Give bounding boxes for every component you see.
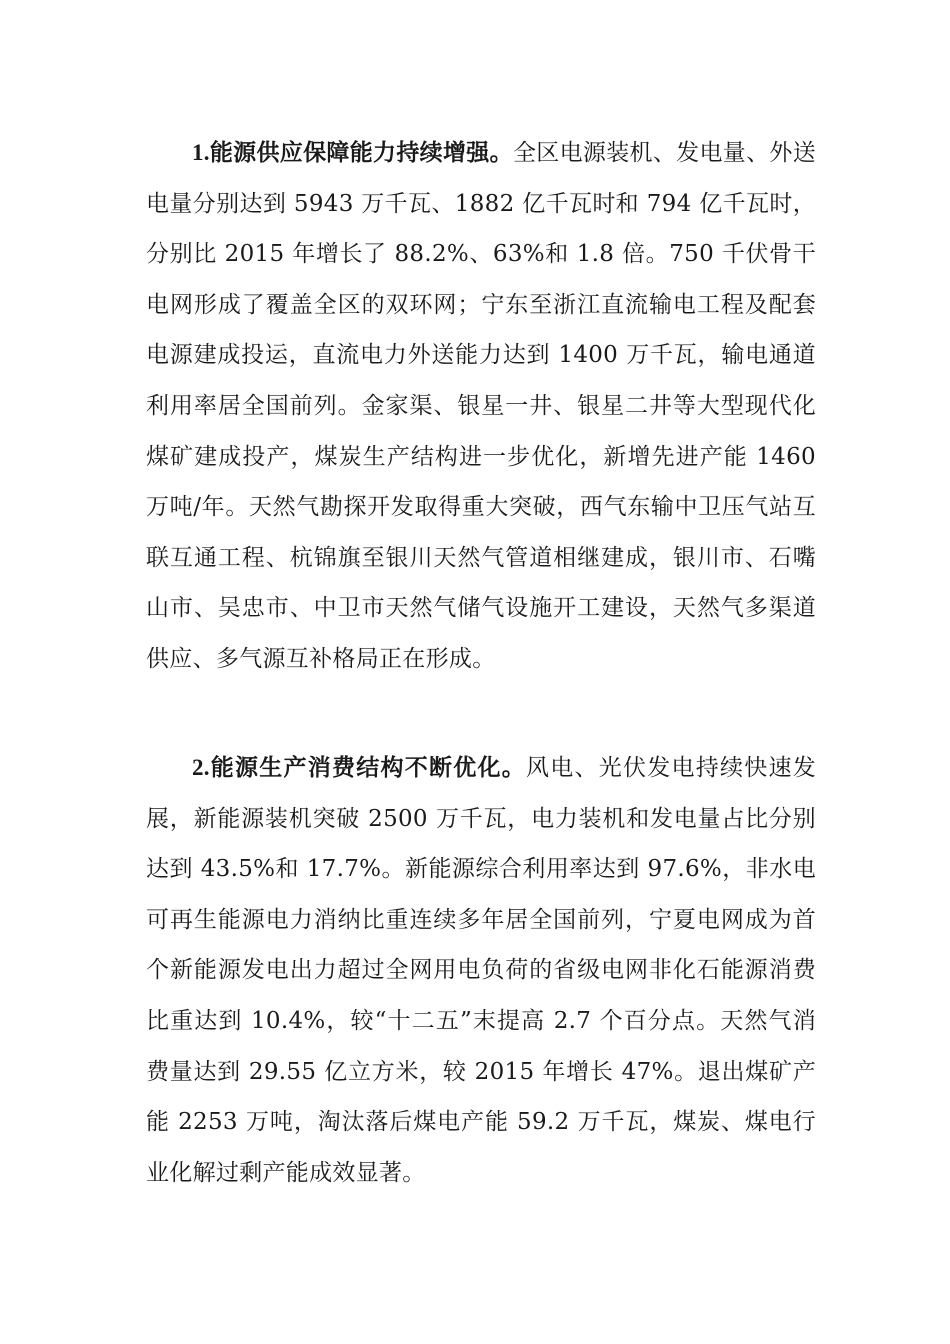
paragraph-heading: 1.能源供应保障能力持续增强。 (192, 140, 513, 165)
paragraph-body: 风电、光伏发电持续快速发展，新能源装机突破 2500 万千瓦，电力装机和发电量占比分别达到 43.5%和 17.7%。新能源综合利用率达到 97.6%，非水电可再生能源电力消纳比重连续多年居全国前列，宁夏电网成为首个新能源发电出力超过全网用电负荷的省级电网非化石能源消费比重达到 10.4%，较“十二五”末提高 2.7 个百分点。天然气消费量达到 29.55 亿立方米，较 2015 年增长 47%。退出煤矿产能 2253 万吨，淘汰落后煤电产能 59.2 万千瓦，煤炭、煤电行业化解过剩产能成效显著。 (146, 755, 817, 1186)
paragraph-energy-supply (146, 128, 816, 685)
paragraph-heading: 2.能源生产消费结构不断优化。 (192, 755, 526, 780)
paragraph-body: 全区电源装机、发电量、外送电量分别达到 5943 万千瓦、1882 亿千瓦时和 794 亿千瓦时，分别比 2015 年增长了 88.2%、63%和 1.8 倍。750 千伏骨干电网形成了覆盖全区的双环网；宁东至浙江直流输电工程及配套电源建成投运，直流电力外送能力达到 1400 万千瓦，输电通道利用率居全国前列。金家渠、银星一井、银星二井等大型现代化煤矿建成投产，煤炭生产结构进一步优化，新增先进产能 1460 万吨/年。天然气勘探开发取得重大突破，西气东输中卫压气站互联互通工程、杭锦旗至银川天然气管道相继建成，银川市、石嘴山市、吴忠市、中卫市天然气储气设施开工建设，天然气多渠道供应、多气源互补格局正在形成。 (146, 140, 816, 672)
paragraph-energy-structure (146, 743, 816, 1198)
